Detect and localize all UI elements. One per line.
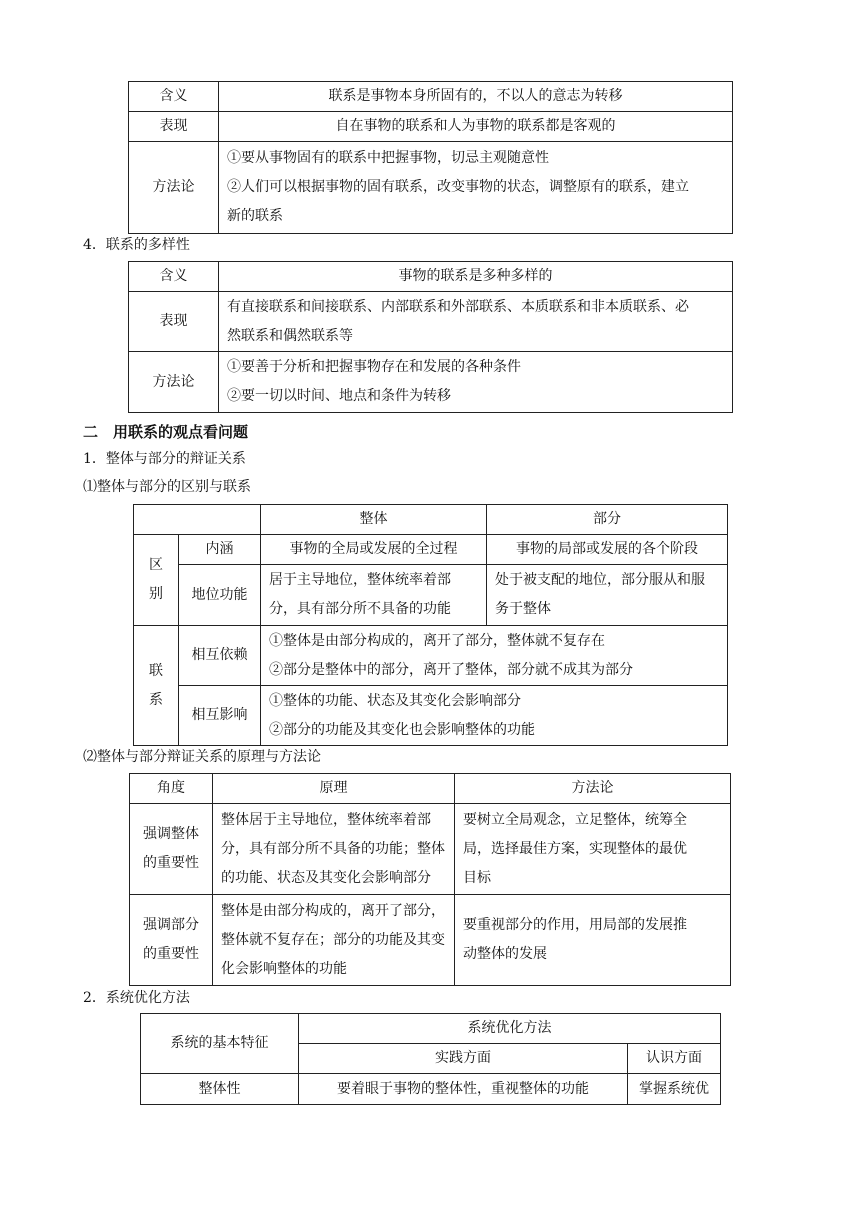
principle-whole: 整体居于主导地位，整体统率着部 分，具有部分所不具备的功能；整体 的功能、状态及其变化会影响部分 [213,804,455,895]
row-label-interdependence: 相互依赖 [179,626,261,686]
manifestation-content: 自在事物的联系和人为事物的联系都是客观的 [219,112,733,142]
angle-whole: 强调整体 的重要性 [130,804,213,895]
connotation-whole: 事物的全局或发展的全过程 [261,535,487,565]
row-label-meaning: 含义 [129,262,219,292]
row-label-connotation: 内涵 [179,535,261,565]
practice-integrity: 要着眼于事物的整体性，重视整体的功能 [299,1074,628,1105]
subsection-2-title: 2．系统优化方法 [83,990,190,1006]
header-cognition: 认识方面 [628,1044,721,1074]
paragraph-2-title: ⑵整体与部分辩证关系的原理与方法论 [83,749,321,765]
header-part: 部分 [487,505,728,535]
header-whole: 整体 [261,505,487,535]
row-label-manifestation: 表现 [129,112,219,142]
row-label-mutual-influence: 相互影响 [179,686,261,746]
system-optimization-table [140,1013,721,1105]
paragraph-1-title: ⑴整体与部分的区别与联系 [83,479,251,495]
status-function-whole: 居于主导地位，整体统率着部 分，具有部分所不具备的功能 [261,565,487,626]
subsection-1-title: 1．整体与部分的辩证关系 [83,451,246,467]
group-difference: 区 别 [134,535,179,626]
method-whole: 要树立全局观念，立足整体，统筹全 局，选择最佳方案，实现整体的最优 目标 [455,804,731,895]
feature-integrity: 整体性 [141,1074,299,1105]
methodology-content: ①要从事物固有的联系中把握事物，切忌主观随意性 ②人们可以根据事物的固有联系，改变事物的状态，调整原有的联系，建立 新的联系 [219,142,733,234]
mutual-influence-content: ①整体的功能、状态及其变化会影响部分 ②部分的功能及其变化也会影响整体的功能 [261,686,728,746]
whole-part-table [133,504,728,746]
row-label-methodology: 方法论 [129,142,219,234]
connection-diversity-table [128,261,733,413]
connotation-part: 事物的局部或发展的各个阶段 [487,535,728,565]
header-angle: 角度 [130,774,213,804]
header-basic-features: 系统的基本特征 [141,1014,299,1074]
cognition-integrity: 掌握系统优 [628,1074,721,1105]
header-optimization-method: 系统优化方法 [299,1014,721,1044]
interdependence-content: ①整体是由部分构成的，离开了部分，整体就不复存在 ②部分是整体中的部分，离开了整体，部分就不成其为部分 [261,626,728,686]
section-heading: 二 用联系的观点看问题 [83,423,249,441]
header-methodology: 方法论 [455,774,731,804]
methodology-content: ①要善于分析和把握事物存在和发展的各种条件 ②要一切以时间、地点和条件为转移 [219,352,733,413]
manifestation-content: 有直接联系和间接联系、内部联系和外部联系、本质联系和非本质联系、必 然联系和偶然联系等 [219,292,733,352]
header-practice: 实践方面 [299,1044,628,1074]
status-function-part: 处于被支配的地位，部分服从和服 务于整体 [487,565,728,626]
row-label-methodology: 方法论 [129,352,219,413]
section-4-title: 4．联系的多样性 [83,237,190,253]
connection-objectivity-table [128,81,733,234]
angle-part: 强调部分 的重要性 [130,895,213,986]
row-label-manifestation: 表现 [129,292,219,352]
header-empty-cell [134,505,261,535]
method-part: 要重视部分的作用，用局部的发展推 动整体的发展 [455,895,731,986]
meaning-content: 联系是事物本身所固有的，不以人的意志为转移 [219,82,733,112]
principle-part: 整体是由部分构成的，离开了部分， 整体就不复存在；部分的功能及其变 化会影响整体的功能 [213,895,455,986]
header-principle: 原理 [213,774,455,804]
group-connection: 联 系 [134,626,179,746]
row-label-meaning: 含义 [129,82,219,112]
meaning-content: 事物的联系是多种多样的 [219,262,733,292]
principle-methodology-table [129,773,731,986]
row-label-status-function: 地位功能 [179,565,261,626]
